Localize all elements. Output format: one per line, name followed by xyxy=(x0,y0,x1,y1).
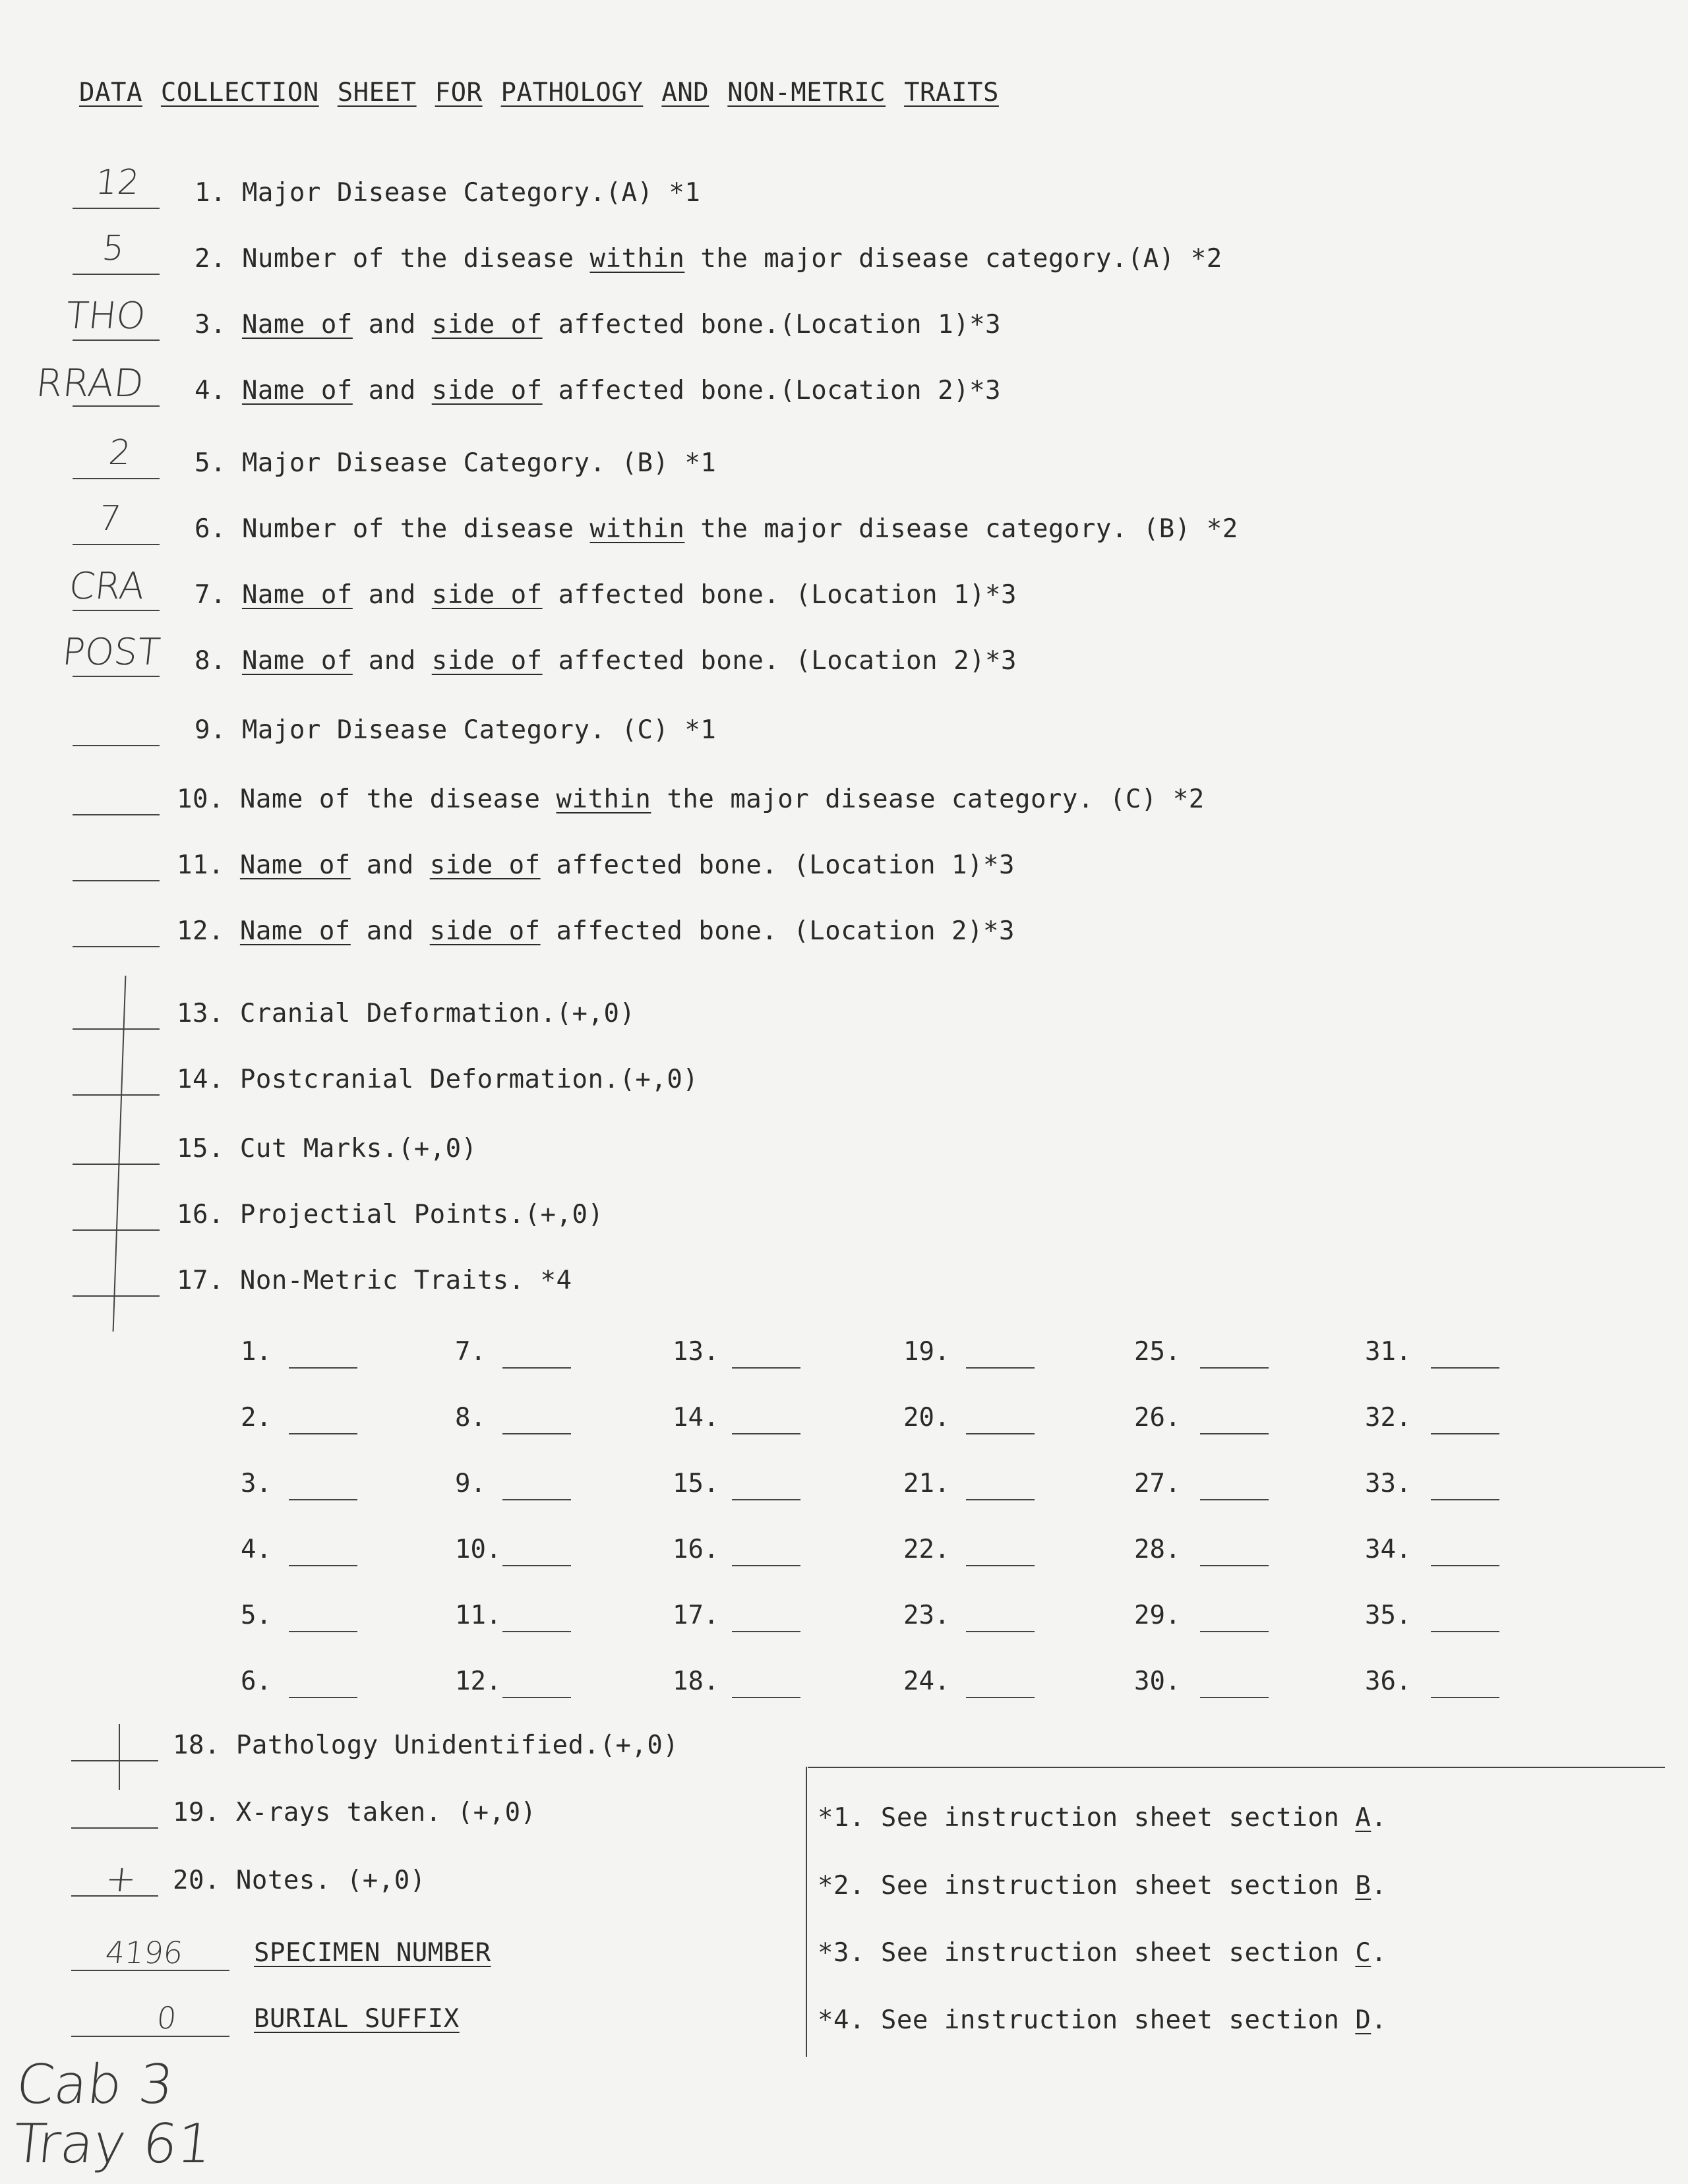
item-label xyxy=(195,715,716,745)
answer-line[interactable] xyxy=(73,676,160,677)
trait-number: 16. xyxy=(673,1535,719,1564)
trait-answer-line[interactable] xyxy=(732,1499,800,1500)
trait-answer-line[interactable] xyxy=(732,1697,800,1698)
footnote-section: A xyxy=(1355,1803,1372,1833)
specimen-number-value: 4196 xyxy=(104,1935,185,1970)
item-label-part: 15. Cut Marks.(+,0) xyxy=(177,1134,477,1164)
item-label-part: Name of xyxy=(241,646,353,676)
item-label-part: affected bone. (Location 2)*3 xyxy=(540,916,1015,946)
footnote xyxy=(818,2005,1387,2035)
trait-number: 27. xyxy=(1134,1469,1181,1498)
item-label xyxy=(195,646,1017,676)
item-label-part: affected bone. (Location 1)*3 xyxy=(542,580,1017,610)
trait-answer-line[interactable] xyxy=(732,1565,800,1566)
item-label-part: 2. Number of the disease xyxy=(195,244,590,274)
trait-answer-line[interactable] xyxy=(1431,1631,1499,1632)
item-label-part: 4. xyxy=(195,376,242,405)
item-label-part: 5. Major Disease Category. (B) *1 xyxy=(195,448,717,478)
trait-number: 24. xyxy=(903,1667,950,1696)
item-label-part: 8. xyxy=(195,646,242,676)
item-label-part: Name of xyxy=(241,580,353,610)
item-label-part: and xyxy=(350,850,430,880)
item-label xyxy=(195,178,700,208)
item-label: 18. Pathology Unidentified.(+,0) xyxy=(173,1730,679,1760)
item-label xyxy=(177,784,1205,814)
trait-answer-line[interactable] xyxy=(1200,1697,1269,1698)
item-label-part: side of xyxy=(431,376,543,405)
item-label-part: 7. xyxy=(195,580,242,610)
item-label: 20. Notes. (+,0) xyxy=(173,1866,426,1895)
footnote-end: . xyxy=(1371,2005,1387,2035)
trait-answer-line[interactable] xyxy=(289,1367,357,1369)
trait-answer-line[interactable] xyxy=(966,1565,1035,1566)
trait-answer-line[interactable] xyxy=(289,1499,357,1500)
item-label-part: 6. Number of the disease xyxy=(195,514,590,544)
trait-number: 23. xyxy=(903,1601,950,1630)
answer-line[interactable] xyxy=(73,208,160,209)
answer-line[interactable] xyxy=(73,946,160,947)
trait-answer-line[interactable] xyxy=(966,1433,1035,1434)
footnote-section: C xyxy=(1355,1938,1372,1968)
trait-answer-line[interactable] xyxy=(1200,1433,1269,1434)
form-title xyxy=(79,78,999,107)
trait-answer-line[interactable] xyxy=(502,1697,571,1698)
trait-answer-line[interactable] xyxy=(502,1433,571,1434)
item-label-part: 11. xyxy=(177,850,240,880)
answer-line[interactable] xyxy=(73,1028,160,1030)
footnote-prefix: *4. See instruction sheet section xyxy=(818,2005,1356,2035)
item-label-part: Name of xyxy=(241,310,353,339)
footnote-section: D xyxy=(1355,2005,1372,2035)
title-word: FOR xyxy=(435,78,483,107)
item-label-part: within xyxy=(589,514,685,544)
answer-line[interactable] xyxy=(71,1760,158,1761)
handwritten-answer: 5 xyxy=(100,229,127,268)
trait-number: 1. xyxy=(241,1337,272,1367)
item-label xyxy=(177,916,1015,946)
answer-line[interactable] xyxy=(73,814,160,815)
trait-number: 28. xyxy=(1134,1535,1181,1564)
trait-number: 2. xyxy=(241,1403,272,1432)
item-label-part: side of xyxy=(431,646,543,676)
burial-suffix-label: BURIAL SUFFIX xyxy=(254,2004,460,2034)
trait-number: 8. xyxy=(455,1403,486,1432)
footnote-end: . xyxy=(1371,1803,1387,1833)
item-label-part: side of xyxy=(429,916,541,946)
footnote-section: B xyxy=(1355,1871,1372,1901)
footnote-prefix: *1. See instruction sheet section xyxy=(818,1803,1356,1833)
item-label xyxy=(195,244,1222,274)
footnote-prefix: *2. See instruction sheet section xyxy=(818,1871,1356,1901)
answer-line[interactable] xyxy=(71,1827,158,1829)
item-label-part: affected bone.(Location 2)*3 xyxy=(542,376,1002,405)
handwritten-stroke xyxy=(119,1724,120,1790)
item-label-part: Name of xyxy=(241,376,353,405)
item-label-part: the major disease category. (C) *2 xyxy=(651,784,1205,814)
trait-number: 32. xyxy=(1365,1403,1412,1432)
trait-number: 35. xyxy=(1365,1601,1412,1630)
item-label xyxy=(177,1266,572,1295)
item-label-part: side of xyxy=(431,580,543,610)
item-label xyxy=(177,1200,603,1229)
item-label-part: 9. Major Disease Category. (C) *1 xyxy=(195,715,717,745)
footnote-end: . xyxy=(1371,1871,1387,1901)
item-label xyxy=(177,1134,477,1164)
trait-number: 33. xyxy=(1365,1469,1412,1498)
handwritten-answer: 12 xyxy=(93,163,142,202)
item-label-part: and xyxy=(352,310,432,339)
trait-number: 14. xyxy=(673,1403,719,1432)
trait-number: 17. xyxy=(673,1601,719,1630)
trait-number: 36. xyxy=(1365,1667,1412,1696)
item-label-part: Name of xyxy=(239,850,351,880)
title-word: COLLECTION xyxy=(160,78,319,107)
item-label-part: 1. Major Disease Category.(A) *1 xyxy=(195,178,701,208)
item-label-part: the major disease category. (B) *2 xyxy=(684,514,1238,544)
trait-answer-line[interactable] xyxy=(1431,1499,1499,1500)
cabinet-note: Cab 3 xyxy=(13,2053,177,2116)
trait-answer-line[interactable] xyxy=(1431,1433,1499,1434)
title-word: SHEET xyxy=(337,78,417,107)
trait-answer-line[interactable] xyxy=(289,1631,357,1632)
trait-number: 30. xyxy=(1134,1667,1181,1696)
trait-answer-line[interactable] xyxy=(1431,1565,1499,1566)
trait-answer-line[interactable] xyxy=(732,1433,800,1434)
trait-number: 15. xyxy=(673,1469,719,1498)
trait-answer-line[interactable] xyxy=(1200,1565,1269,1566)
trait-number: 5. xyxy=(241,1601,272,1630)
item-label-part: the major disease category.(A) *2 xyxy=(684,244,1222,274)
trait-answer-line[interactable] xyxy=(289,1433,357,1434)
answer-line[interactable] xyxy=(73,339,160,341)
item-label-part: within xyxy=(589,244,685,274)
answer-line[interactable] xyxy=(73,1295,160,1297)
trait-number: 26. xyxy=(1134,1403,1181,1432)
title-word: DATA xyxy=(79,78,142,107)
trait-number: 29. xyxy=(1134,1601,1181,1630)
title-word: PATHOLOGY xyxy=(500,78,644,107)
trait-number: 10. xyxy=(455,1535,502,1564)
trait-answer-line[interactable] xyxy=(1431,1697,1499,1698)
footnote-end: . xyxy=(1371,1938,1387,1968)
item-label xyxy=(177,850,1015,880)
trait-number: 9. xyxy=(455,1469,486,1498)
item-label xyxy=(195,580,1017,610)
trait-answer-line[interactable] xyxy=(502,1565,571,1566)
trait-answer-line[interactable] xyxy=(966,1499,1035,1500)
item-label-part: and xyxy=(352,376,432,405)
answer-line[interactable] xyxy=(73,745,160,746)
trait-number: 6. xyxy=(241,1667,272,1696)
item-label xyxy=(195,310,1001,339)
item-label-part: 14. Postcranial Deformation.(+,0) xyxy=(177,1065,699,1094)
item-label-part: affected bone. (Location 1)*3 xyxy=(540,850,1015,880)
trait-answer-line[interactable] xyxy=(732,1367,800,1369)
burial-suffix-value: 0 xyxy=(155,2000,179,2036)
trait-answer-line[interactable] xyxy=(502,1367,571,1369)
item-label-part: side of xyxy=(431,310,543,339)
item-label xyxy=(195,448,716,478)
footnote xyxy=(818,1938,1387,1968)
answer-line[interactable] xyxy=(73,610,160,611)
trait-answer-line[interactable] xyxy=(966,1631,1035,1632)
answer-line[interactable] xyxy=(73,478,160,479)
footnote xyxy=(818,1871,1387,1901)
trait-number: 7. xyxy=(455,1337,486,1367)
item-label-part: 17. Non-Metric Traits. *4 xyxy=(177,1266,572,1295)
item-label-part: side of xyxy=(429,850,541,880)
trait-answer-line[interactable] xyxy=(502,1631,571,1632)
handwritten-answer: 2 xyxy=(106,433,133,473)
answer-line[interactable] xyxy=(73,1164,160,1165)
notes-box-left xyxy=(806,1767,807,2057)
trait-answer-line[interactable] xyxy=(502,1499,571,1500)
item-label-part: within xyxy=(556,784,651,814)
answer-line[interactable] xyxy=(73,405,160,407)
trait-answer-line[interactable] xyxy=(289,1697,357,1698)
item-label-part: and xyxy=(352,646,432,676)
handwritten-answer: RRAD xyxy=(34,361,146,405)
trait-answer-line[interactable] xyxy=(1200,1367,1269,1369)
item-label-part: Name of xyxy=(239,916,351,946)
trait-number: 31. xyxy=(1365,1337,1412,1367)
trait-answer-line[interactable] xyxy=(289,1565,357,1566)
trait-number: 21. xyxy=(903,1469,950,1498)
handwritten-answer: POST xyxy=(60,631,163,674)
handwritten-answer: + xyxy=(103,1858,139,1901)
trait-number: 3. xyxy=(241,1469,272,1498)
trait-answer-line[interactable] xyxy=(966,1367,1035,1369)
trait-answer-line[interactable] xyxy=(732,1631,800,1632)
item-label-part: and xyxy=(352,580,432,610)
trait-number: 18. xyxy=(673,1667,719,1696)
trait-number: 11. xyxy=(455,1601,502,1630)
item-label xyxy=(177,1065,698,1094)
trait-number: 25. xyxy=(1134,1337,1181,1367)
title-word: TRAITS xyxy=(904,78,999,107)
handwritten-answer: CRA xyxy=(67,565,147,608)
trait-number: 34. xyxy=(1365,1535,1412,1564)
tray-note: Tray 61 xyxy=(10,2113,215,2175)
title-word: NON-METRIC xyxy=(727,78,886,107)
trait-number: 19. xyxy=(903,1337,950,1367)
trait-answer-line[interactable] xyxy=(1431,1367,1499,1369)
item-label-part: 12. xyxy=(177,916,240,946)
item-label: 19. X-rays taken. (+,0) xyxy=(173,1798,537,1827)
item-label-part: 3. xyxy=(195,310,242,339)
trait-number: 22. xyxy=(903,1535,950,1564)
trait-answer-line[interactable] xyxy=(1200,1499,1269,1500)
item-label xyxy=(177,999,635,1028)
answer-line[interactable] xyxy=(73,880,160,881)
trait-number: 13. xyxy=(673,1337,719,1367)
answer-line[interactable] xyxy=(73,274,160,275)
trait-answer-line[interactable] xyxy=(966,1697,1035,1698)
specimen-number-label: SPECIMEN NUMBER xyxy=(254,1938,491,1968)
handwritten-answer: 7 xyxy=(96,499,123,539)
trait-number: 20. xyxy=(903,1403,950,1432)
handwritten-answer: THO xyxy=(63,295,148,338)
item-label-part: 13. Cranial Deformation.(+,0) xyxy=(177,999,636,1028)
footnote xyxy=(818,1803,1387,1833)
item-label-part: affected bone. (Location 2)*3 xyxy=(542,646,1017,676)
item-label-part: and xyxy=(350,916,430,946)
item-label xyxy=(195,514,1238,544)
notes-box-top xyxy=(808,1767,1665,1768)
answer-line[interactable] xyxy=(73,544,160,545)
answer-line[interactable] xyxy=(73,1094,160,1096)
item-label-part: 10. Name of the disease xyxy=(177,784,557,814)
trait-number: 12. xyxy=(455,1667,502,1696)
item-label-part: affected bone.(Location 1)*3 xyxy=(542,310,1002,339)
item-label-part: 16. Projectial Points.(+,0) xyxy=(177,1200,604,1229)
footnote-prefix: *3. See instruction sheet section xyxy=(818,1938,1356,1968)
trait-number: 4. xyxy=(241,1535,272,1564)
item-label xyxy=(195,376,1001,405)
title-word: AND xyxy=(661,78,709,107)
burial-answer-line[interactable] xyxy=(71,2036,229,2037)
trait-answer-line[interactable] xyxy=(1200,1631,1269,1632)
